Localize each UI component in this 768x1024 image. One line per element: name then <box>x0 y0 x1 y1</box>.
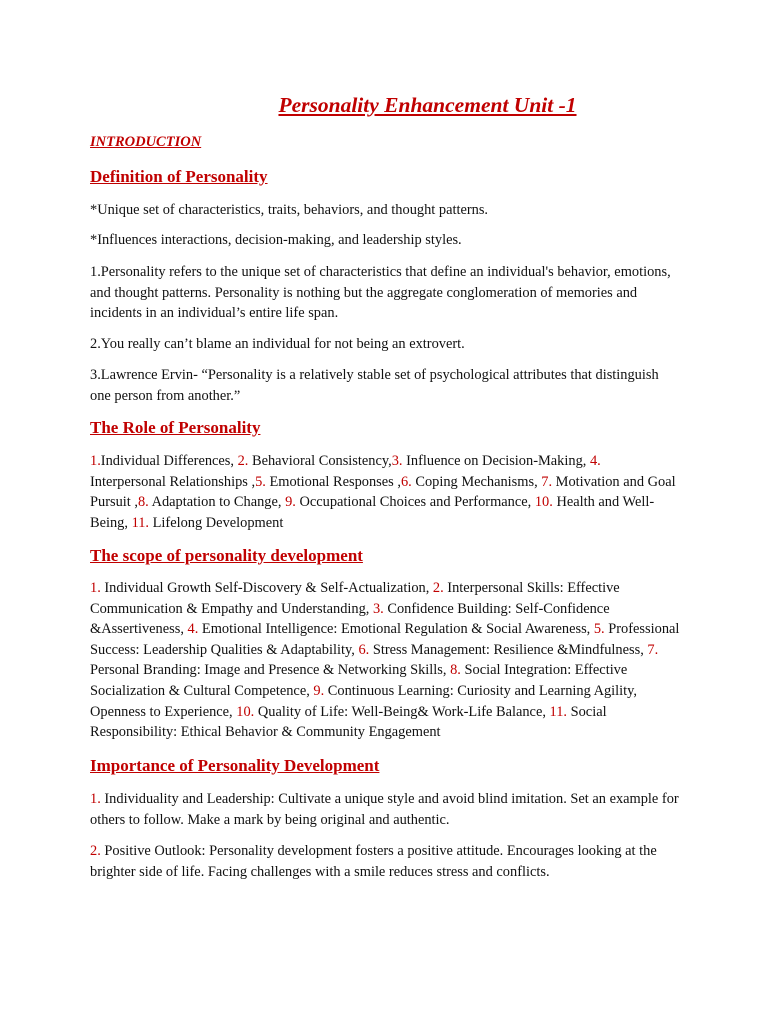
scope-item-6-text: Stress Management: Resilience &Mindfulness, <box>369 641 648 658</box>
role-item-1-text: Individual Differences, <box>100 453 238 469</box>
definition-bullet-1: *Unique set of characteristics, traits, behaviors, and thought patterns. <box>90 202 489 218</box>
definition-paragraph-3: 3.Lawrence Ervin- “Personality is a relatively stable set of psychological attributes that distinguish one person from another.” <box>90 367 659 404</box>
role-item-6-number: 6. <box>400 473 412 490</box>
scope-item-6-number: 6. <box>358 641 370 658</box>
role-item-8-text: Adaptation to Change, <box>148 494 286 511</box>
role-item-11-text: Lifelong Development <box>149 514 284 531</box>
importance-heading: Importance of Personality Development <box>90 756 380 775</box>
definition-heading: Definition of Personality <box>90 167 268 186</box>
importance-item-2-text: Positive Outlook: Personality development fosters a positive attitude. Encourages looking at the brighter side of life. Facing challenges with a smile reduces stress and conflicts. <box>90 843 657 880</box>
scope-item-11-text: Social Responsibility: Ethical Behavior & Community Engagement <box>90 703 607 741</box>
role-item-9-number: 9. <box>285 494 296 511</box>
role-item-5-text: Emotional Responses , <box>265 473 401 490</box>
role-item-10-text: Health and Well-Being, <box>90 494 655 531</box>
scope-item-7-number: 7. <box>647 641 659 658</box>
role-item-10-number: 10. <box>534 494 553 511</box>
role-item-2-text: Behavioral Consistency, <box>248 453 392 469</box>
role-list <box>90 451 680 533</box>
role-item-3-text: Influence on Decision-Making, <box>402 453 590 469</box>
scope-item-1-number: 1. <box>90 580 101 596</box>
role-item-3-number: 3. <box>391 453 403 469</box>
importance-item-1-text: Individuality and Leadership: Cultivate a unique style and avoid blind imitation. Set an example for others to follow. Make a mark by being original and authentic. <box>90 791 679 828</box>
scope-item-8-text: Social Integration: Effective Socialization & Cultural Competence, <box>90 662 628 699</box>
role-item-6-text: Coping Mechanisms, <box>411 473 542 490</box>
role-item-4-number: 4. <box>589 453 601 469</box>
role-item-11-number: 11. <box>131 514 150 531</box>
scope-heading: The scope of personality development <box>90 546 363 565</box>
definition-paragraph-2: 2.You really can’t blame an individual for not being an extrovert. <box>90 336 465 352</box>
scope-item-4-number: 4. <box>187 621 199 638</box>
scope-item-2-text: Interpersonal Skills: Effective Communication & Empathy and Understanding, <box>90 580 620 617</box>
scope-item-9-number: 9. <box>313 682 325 699</box>
scope-item-2-number: 2. <box>432 580 444 596</box>
role-item-9-text: Occupational Choices and Performance, <box>295 494 535 511</box>
importance-item-1 <box>90 789 680 830</box>
scope-item-1-text: Individual Growth Self-Discovery & Self-Actualization, <box>100 580 433 596</box>
role-item-2-number: 2. <box>237 453 249 469</box>
scope-item-11-number: 11. <box>549 703 568 720</box>
definition-bullet-2: *Influences interactions, decision-making, and leadership styles. <box>90 232 462 248</box>
importance-item-1-number: 1. <box>90 791 101 807</box>
definition-paragraph-1: 1.Personality refers to the unique set of characteristics that define an individual's behavior, emotions, and thought patterns. Personality is nothing but the aggregate conglomeration of memories and incidents in an individual’s entire life span. <box>90 264 671 322</box>
scope-item-7-text: Personal Branding: Image and Presence & Networking Skills, <box>90 662 451 679</box>
scope-item-8-number: 8. <box>450 662 461 679</box>
scope-item-9-text: Continuous Learning: Curiosity and Learning Agility, Openness to Experience, <box>90 682 638 720</box>
scope-item-3-number: 3. <box>372 600 384 617</box>
role-item-4-text: Interpersonal Relationships , <box>90 473 256 490</box>
intro-heading: INTRODUCTION <box>90 134 202 150</box>
importance-item-2-number: 2. <box>90 843 101 859</box>
role-item-8-number: 8. <box>137 494 149 511</box>
scope-item-4-text: Emotional Intelligence: Emotional Regulation & Social Awareness, <box>198 621 594 638</box>
scope-item-5-number: 5. <box>593 621 605 638</box>
role-item-5-number: 5. <box>255 473 266 490</box>
role-item-7-number: 7. <box>541 473 553 490</box>
role-heading: The Role of Personality <box>90 418 261 437</box>
role-item-1-number: 1. <box>90 453 101 469</box>
scope-item-5-text: Professional Success: Leadership Qualities & Adaptability, <box>90 621 680 658</box>
scope-list <box>90 578 680 743</box>
importance-item-2 <box>90 841 680 882</box>
page-title: Personality Enhancement Unit -1 <box>278 93 577 117</box>
scope-item-10-text: Quality of Life: Well-Being& Work-Life Balance, <box>254 703 550 720</box>
scope-item-10-number: 10. <box>236 703 255 720</box>
scope-item-3-text: Confidence Building: Self-Confidence &Assertiveness, <box>90 600 610 638</box>
role-item-7-text: Motivation and Goal Pursuit , <box>90 473 676 511</box>
